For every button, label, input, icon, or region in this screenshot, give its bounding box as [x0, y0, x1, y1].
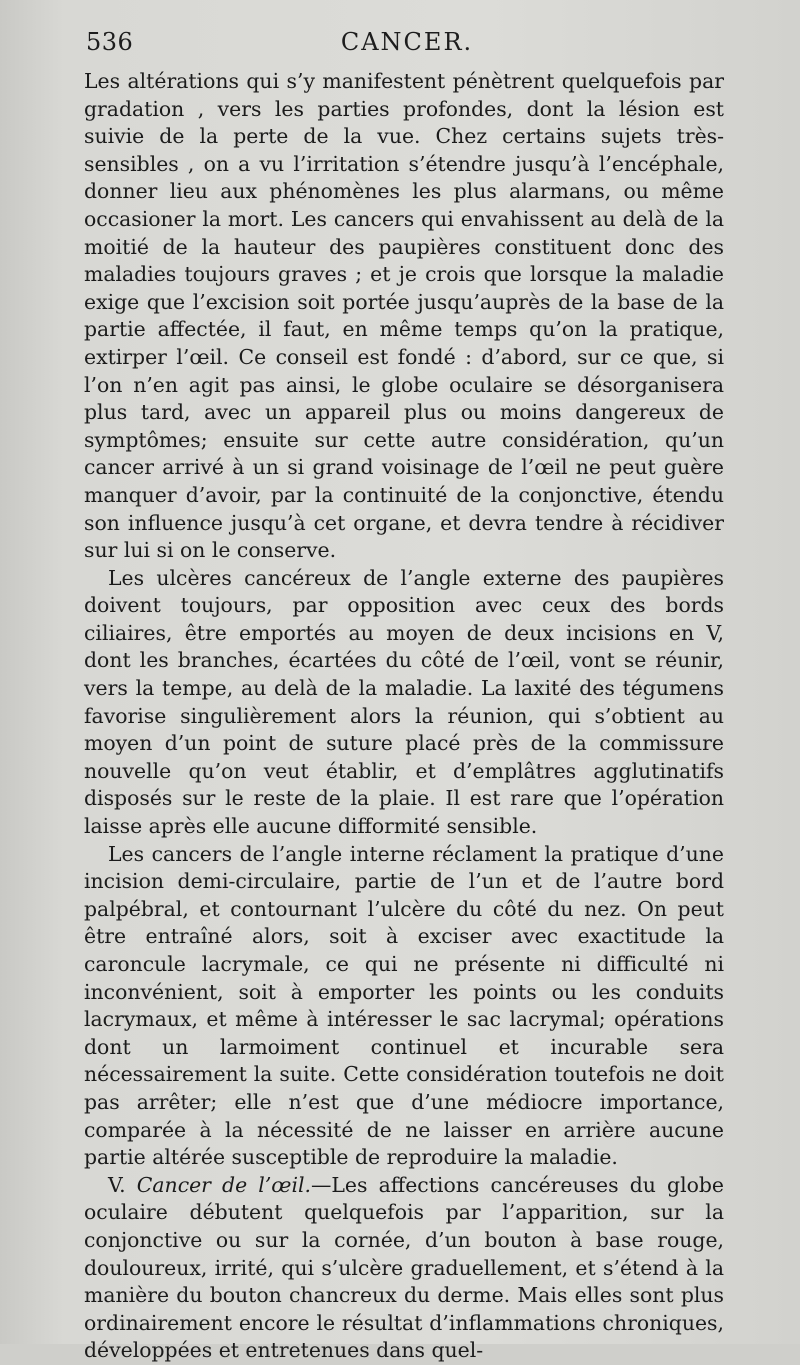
section-title: Cancer de l’œil. [136, 1172, 311, 1197]
section-label: V. [108, 1172, 126, 1197]
section-dash: — [311, 1172, 332, 1197]
running-head: CANCER. [340, 28, 474, 56]
section-cancer-oeil [84, 1172, 724, 1365]
page-number: 536 [86, 28, 134, 56]
body-text [84, 68, 724, 1365]
paragraph-external-angle: Les ulcères cancéreux de l’angle externe des paupières doivent toujours, par opposition avec ceux des bords ciliaires, être emportés au moyen de deux incisions en V, dont les branches, écartées du côté de l’œil, vont se réunir, vers la tempe, au delà de la maladie. La laxité des tégumens favorise singulièrement alors la réunion, qui s’obtient au moyen d’un point de suture placé près de la commissure nouvelle qu’on veut établir, et d’emplâtres agglutinatifs disposés sur le reste de la plaie. Il est rare que l’opération laisse après elle aucune difformité sensible. [84, 565, 724, 839]
paragraph-internal-angle: Les cancers de l’angle interne réclament la pratique d’une incision demi-circulaire, partie de l’un et de l’autre bord palpébral, et contournant l’ulcère du côté du nez. On peut être entraîné alors, soit à exciser avec exactitude la caroncule lacrymale, ce qui ne présente ni difficulté ni inconvénient, soit à emporter les points ou les conduits lacrymaux, et même à intéresser le sac lacrymal; opérations dont un larmoiment continuel et incurable sera nécessairement la suite. Cette considération toutefois ne doit pas arrêter; elle n’est que d’une médiocre importance, comparée à la nécessité de ne laisser en arrière aucune partie altérée susceptible de reproduire la maladie. [84, 841, 724, 1170]
section-text: Les affections cancéreuses du globe oculaire débutent quelquefois par l’apparition, sur la conjonctive ou sur la cornée, d’un bouton à base rouge, douloureux, irrité, qui s’ulcère graduellement, et s’étend à la manière du bouton chancreux du derme. Mais elles sont plus ordinairement encore le résultat d’inflammations chroniques, développées et entretenues dans quel- [84, 1172, 724, 1363]
page-header [86, 28, 728, 64]
paragraph-continuation: Les altérations qui s’y manifestent pénètrent quelquefois par gradation , vers les parties profondes, dont la lésion est suivie de la perte de la vue. Chez certains sujets très-sensibles , on a vu l’irritation s’étendre jusqu’à l’encéphale, donner lieu aux phénomènes les plus alarmans, ou même occasioner la mort. Les cancers qui envahissent au delà de la moitié de la hauteur des paupières constituent donc des maladies toujours graves ; et je crois que lorsque la maladie exige que l’excision soit portée jusqu’auprès de la base de la partie affectée, il faut, en même temps qu’on la pratique, extirper l’œil. Ce conseil est fondé : d’abord, sur ce que, si l’on n’en agit pas ainsi, le globe oculaire se désorganisera plus tard, avec un appareil plus ou moins dangereux de symptômes; ensuite sur cette autre considération, qu’un cancer arrivé à un si grand voisinage de l’œil ne peut guère manquer d’avoir, par la continuité de la conjonctive, étendu son influence jusqu’à cet organe, et devra tendre à récidiver sur lui si on le conserve. [84, 69, 724, 563]
